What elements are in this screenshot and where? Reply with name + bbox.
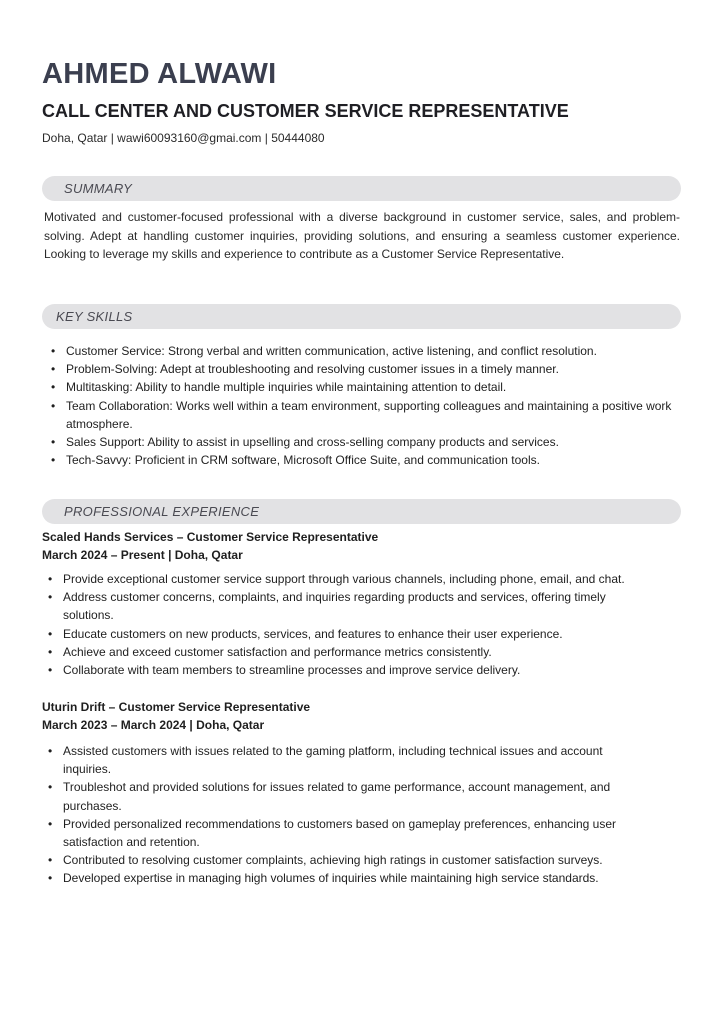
list-item: • Problem-Solving: Adept at troubleshooting and resolving customer issues in a timely manner.	[66, 360, 706, 378]
summary-section-header	[42, 176, 681, 201]
list-item: • Provide exceptional customer service support through various channels, including phone, email, and chat.	[63, 570, 659, 588]
list-item: • Developed expertise in managing high volumes of inquiries while maintaining high service standards.	[63, 869, 623, 887]
candidate-name: AHMED ALWAWI	[42, 58, 277, 90]
list-item: • Team Collaboration: Works well within a team environment, supporting colleagues and maintaining a positive work atmosphere.	[66, 397, 702, 433]
job-heading: Scaled Hands Services – Customer Service Representative	[42, 530, 379, 544]
job-title: CALL CENTER AND CUSTOMER SERVICE REPRESENTATIVE	[42, 101, 569, 121]
summary-text: Motivated and customer-focused professional with a diverse background in customer service, sales, and problem-solving. Adept at handling customer inquiries, providing solutions, and ensuring a seamless customer experience. Looking to leverage my skills and experience to contribute as a Customer Service Representative.	[44, 210, 680, 261]
list-item: • Achieve and exceed customer satisfaction and performance metrics consistently.	[63, 643, 659, 661]
list-item: • Multitasking: Ability to handle multiple inquiries while maintaining attention to detail.	[66, 378, 706, 396]
skills-section-title: KEY SKILLS	[56, 309, 133, 324]
summary-section-title: SUMMARY	[64, 181, 133, 196]
job-dates: March 2024 – Present | Doha, Qatar	[42, 548, 243, 562]
list-item: • Tech-Savvy: Proficient in CRM software, Microsoft Office Suite, and communication tools.	[66, 451, 706, 469]
job-dates: March 2023 – March 2024 | Doha, Qatar	[42, 718, 265, 732]
list-item: • Educate customers on new products, services, and features to enhance their user experience.	[63, 625, 659, 643]
list-item: • Provided personalized recommendations to customers based on gameplay preferences, enhancing user satisfaction and retention.	[63, 815, 653, 851]
list-item: • Sales Support: Ability to assist in upselling and cross-selling company products and services.	[66, 433, 706, 451]
list-item: • Customer Service: Strong verbal and written communication, active listening, and conflict resolution.	[66, 342, 706, 360]
job-heading: Uturin Drift – Customer Service Representative	[42, 700, 311, 714]
list-item: • Contributed to resolving customer complaints, achieving high ratings in customer satisfaction surveys.	[63, 851, 623, 869]
list-item: • Assisted customers with issues related to the gaming platform, including technical issues and account inquiries.	[63, 742, 623, 778]
job-bullets	[63, 742, 653, 888]
job-bullets	[63, 570, 659, 679]
experience-section-title: PROFESSIONAL EXPERIENCE	[64, 504, 260, 519]
contact-info: Doha, Qatar | wawi60093160@gmai.com | 50444080	[42, 131, 325, 145]
list-item: • Collaborate with team members to streamline processes and improve service delivery.	[63, 661, 659, 679]
skills-list	[66, 342, 706, 469]
list-item: • Address customer concerns, complaints, and inquiries regarding products and services, offering timely solutions.	[63, 588, 633, 624]
experience-section-header	[42, 499, 681, 524]
skills-section-header	[42, 304, 681, 329]
list-item: • Troubleshot and provided solutions for issues related to game performance, account management, and purchases.	[63, 778, 653, 814]
